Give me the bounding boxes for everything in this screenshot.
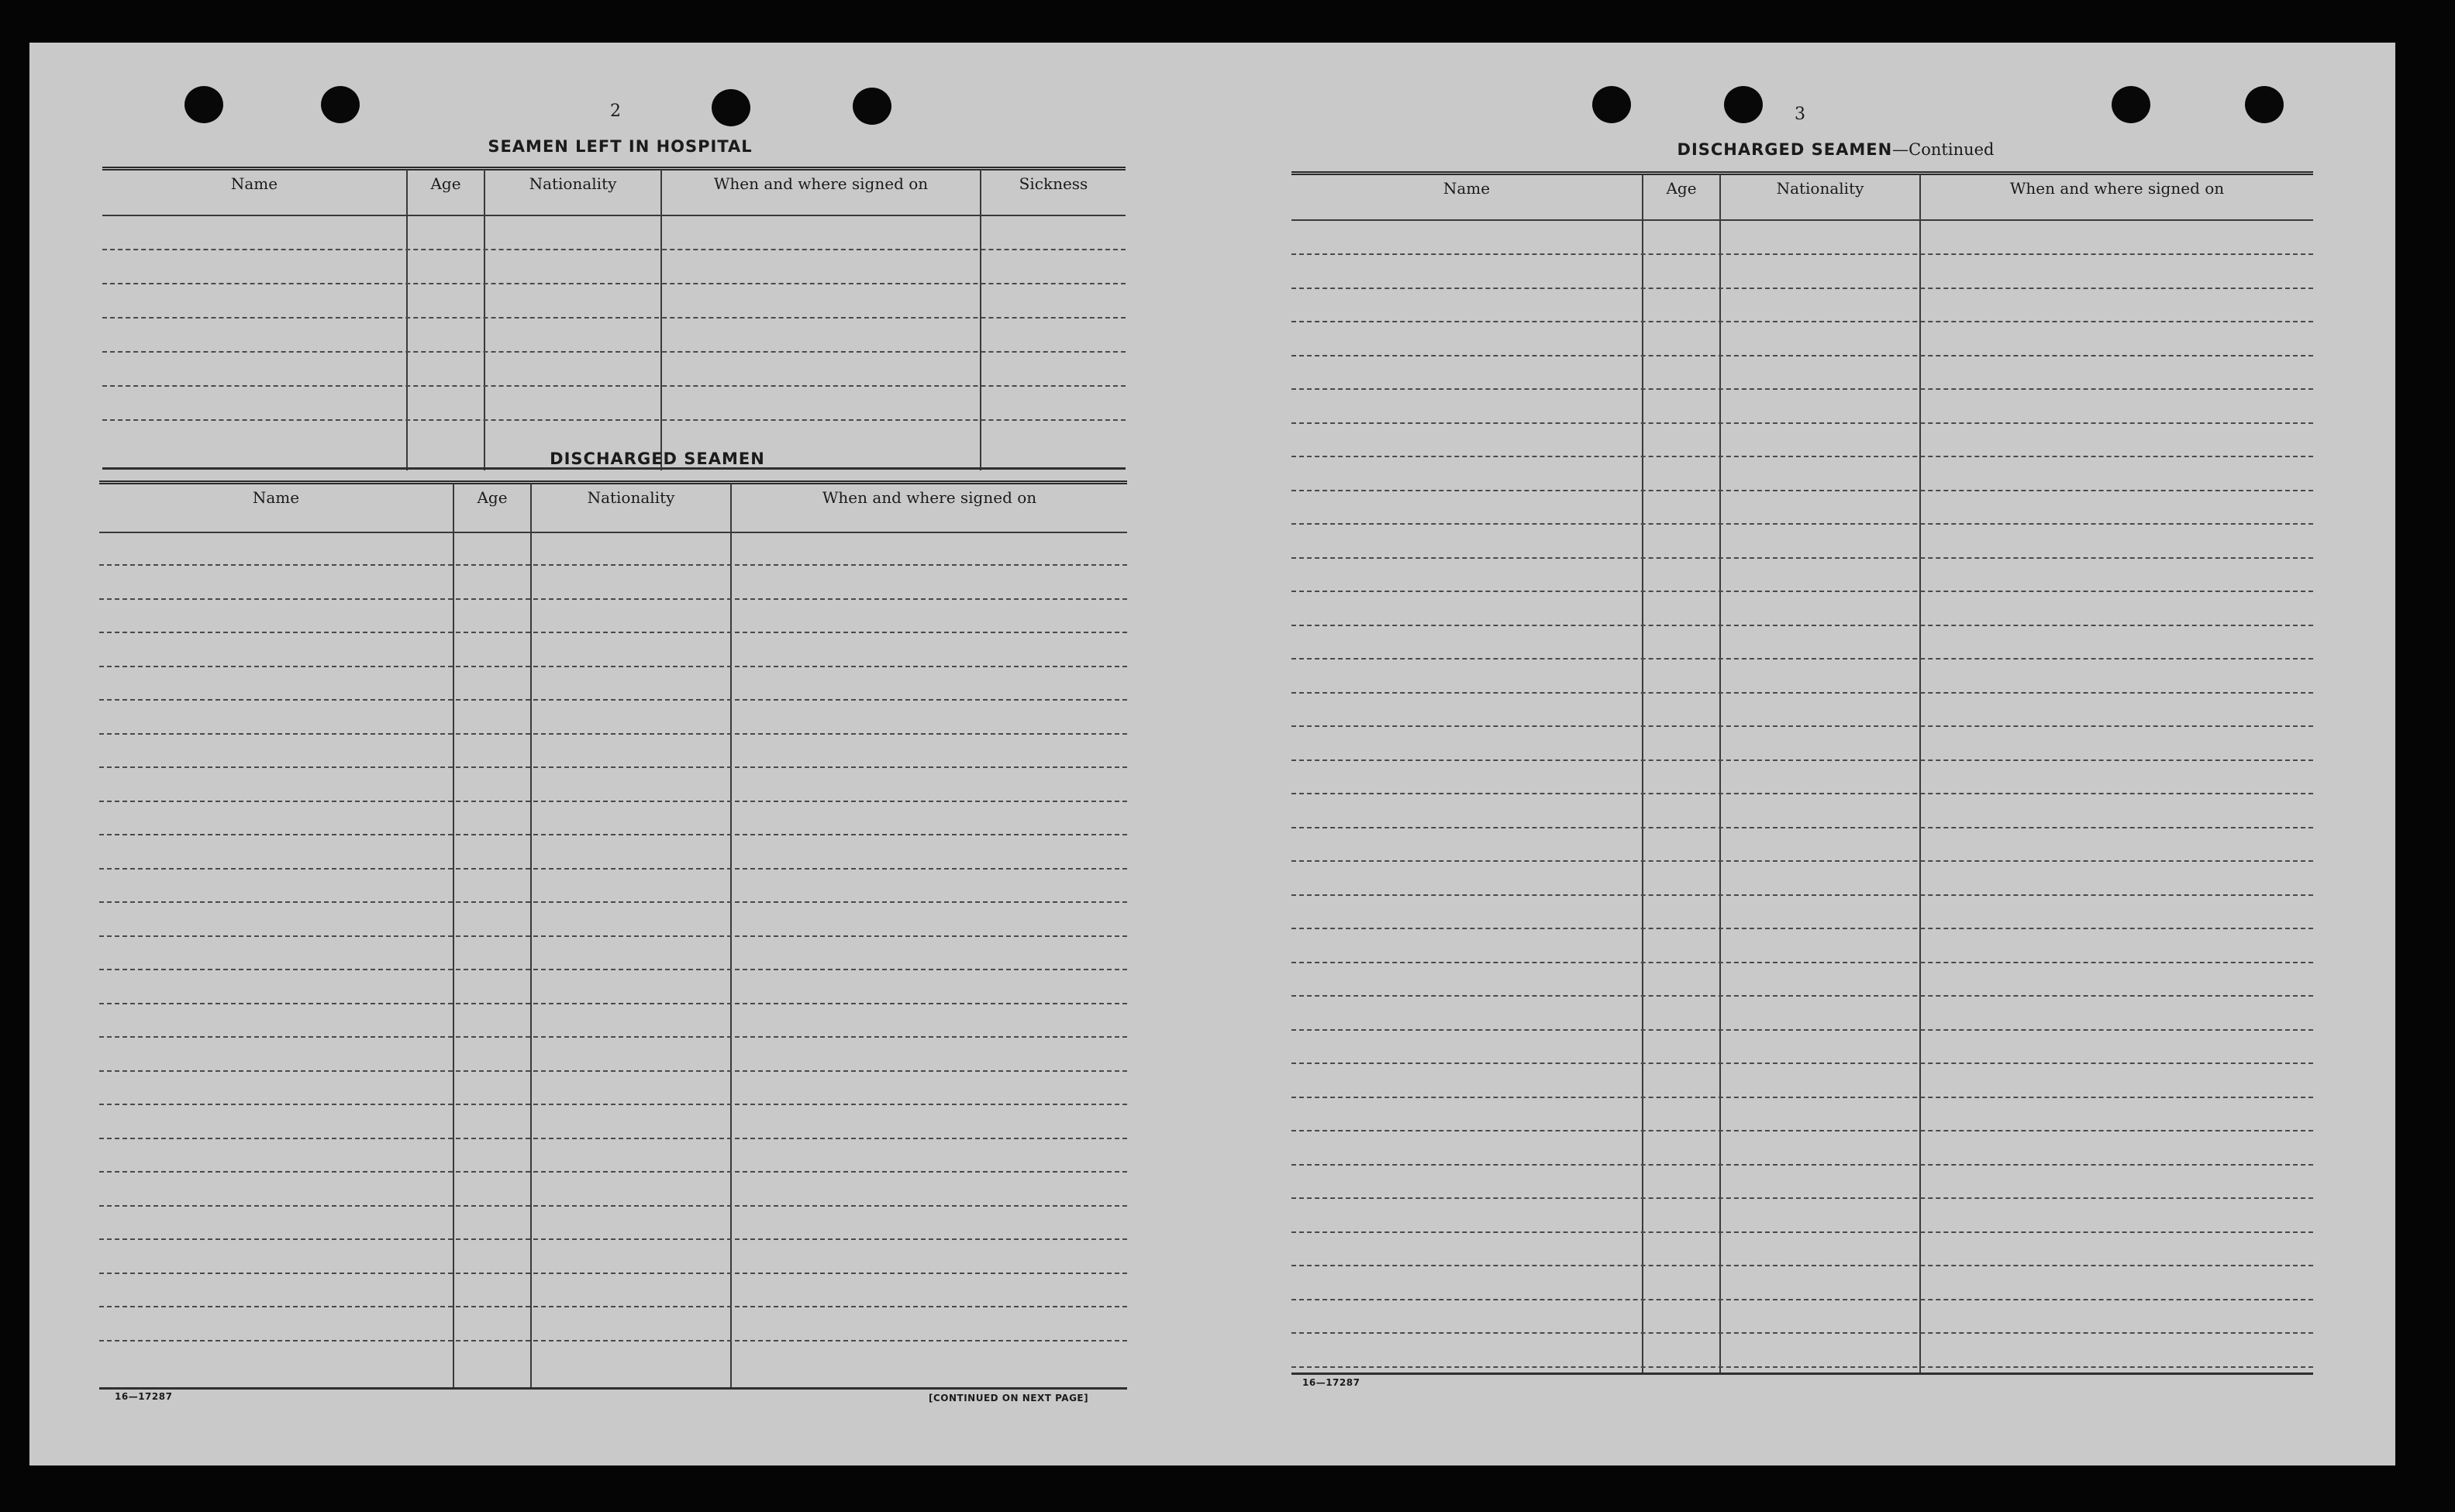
blank-row-line (1291, 321, 2313, 322)
blank-row-line (1291, 1231, 2313, 1233)
column-divider (980, 170, 981, 470)
discharged-table-left (99, 480, 1127, 1387)
hospital-table (102, 167, 1126, 470)
column-header-age: Age (477, 488, 508, 507)
blank-row-line (1291, 658, 2313, 660)
blank-row-line (1291, 793, 2313, 794)
blank-row-line (1291, 1164, 2313, 1166)
column-header-sickness: Sickness (1019, 174, 1088, 193)
blank-row-line (99, 801, 1127, 802)
blank-row-line (99, 1205, 1127, 1207)
discharged-table-right (1291, 171, 2313, 1373)
table-top-rule (102, 167, 1126, 170)
blank-row-line (99, 632, 1127, 633)
column-header-name: Name (230, 174, 278, 193)
record-sheet (29, 43, 2395, 1466)
form-number-right: 16—17287 (1302, 1377, 1360, 1388)
blank-row-line (99, 935, 1127, 937)
column-header-nationality: Nationality (587, 488, 675, 507)
blank-row-line (99, 901, 1127, 903)
blank-row-line (1291, 1366, 2313, 1368)
blank-row-line (102, 317, 1126, 319)
blank-row-line (1291, 253, 2313, 255)
table-top-rule (99, 480, 1127, 484)
punch-hole (2112, 86, 2150, 123)
punch-hole (712, 89, 750, 126)
blank-row-line (99, 834, 1127, 835)
blank-row-line (102, 249, 1126, 250)
blank-row-line (99, 1171, 1127, 1173)
blank-row-line (1291, 625, 2313, 626)
blank-row-line (1291, 591, 2313, 592)
column-header-signed-on: When and where signed on (2009, 179, 2225, 198)
column-header-nationality: Nationality (529, 174, 617, 193)
blank-row-line (1291, 860, 2313, 862)
blank-row-line (99, 1070, 1127, 1072)
blank-row-line (102, 351, 1126, 353)
column-header-signed-on: When and where signed on (822, 488, 1037, 507)
hospital-section-title: SEAMEN LEFT IN HOSPITAL (488, 137, 753, 156)
blank-row-line (99, 868, 1127, 870)
punch-hole (1724, 86, 1763, 123)
table-top-rule (1291, 171, 2313, 175)
discharged-section-title: DISCHARGED SEAMEN (550, 449, 765, 468)
column-divider (484, 170, 485, 470)
blank-row-line (99, 1306, 1127, 1307)
column-header-name: Name (252, 488, 300, 507)
blank-row-line (1291, 1332, 2313, 1334)
page-number-right: 3 (1795, 105, 1805, 124)
discharged-continued-suffix: —Continued (1892, 140, 1995, 159)
blank-row-line (99, 666, 1127, 667)
blank-row-line (1291, 422, 2313, 424)
blank-row-line (99, 699, 1127, 701)
blank-row-line (99, 969, 1127, 970)
column-header-nationality: Nationality (1776, 179, 1864, 198)
blank-row-line (1291, 725, 2313, 727)
blank-row-line (1291, 894, 2313, 896)
punch-hole (2245, 86, 2284, 123)
table-bottom-rule (99, 1387, 1127, 1390)
discharged-continued-title (1526, 140, 2146, 159)
blank-row-line (102, 419, 1126, 421)
blank-row-line (99, 733, 1127, 735)
blank-row-line (1291, 928, 2313, 929)
blank-row-line (1291, 490, 2313, 491)
punch-hole (1592, 86, 1631, 123)
column-divider (406, 170, 408, 470)
column-header-signed-on: When and where signed on (713, 174, 929, 193)
blank-row-line (1291, 692, 2313, 694)
punch-hole (321, 86, 360, 123)
blank-row-line (1291, 388, 2313, 390)
blank-row-line (102, 385, 1126, 387)
punch-hole (184, 86, 223, 123)
blank-row-line (99, 1138, 1127, 1139)
blank-row-line (1291, 1097, 2313, 1098)
form-number-left: 16—17287 (115, 1391, 173, 1402)
blank-row-line (99, 1273, 1127, 1274)
blank-row-line (99, 1238, 1127, 1240)
blank-row-line (99, 1340, 1127, 1342)
blank-row-line (1291, 1197, 2313, 1199)
blank-row-line (1291, 962, 2313, 963)
blank-row-line (1291, 288, 2313, 289)
blank-row-line (99, 1036, 1127, 1038)
page-number-left: 2 (610, 102, 621, 121)
header-rule (102, 215, 1126, 216)
blank-row-line (99, 766, 1127, 768)
blank-row-line (1291, 759, 2313, 761)
blank-row-line (1291, 1063, 2313, 1064)
blank-row-line (99, 1104, 1127, 1105)
continued-note: [CONTINUED ON NEXT PAGE] (929, 1393, 1089, 1404)
blank-row-line (102, 283, 1126, 284)
blank-row-line (1291, 827, 2313, 828)
blank-row-line (1291, 1029, 2313, 1031)
blank-row-line (1291, 557, 2313, 559)
blank-row-line (1291, 1265, 2313, 1266)
column-divider (660, 170, 662, 470)
blank-row-line (1291, 523, 2313, 525)
discharged-continued-title-main: DISCHARGED SEAMEN (1677, 140, 1893, 159)
blank-row-line (1291, 1130, 2313, 1131)
blank-row-line (1291, 995, 2313, 997)
column-header-age: Age (1666, 179, 1697, 198)
table-bottom-rule (1291, 1373, 2313, 1375)
blank-row-line (99, 564, 1127, 566)
header-rule (1291, 219, 2313, 221)
header-rule (99, 532, 1127, 533)
punch-hole (853, 88, 891, 125)
column-header-name: Name (1443, 179, 1491, 198)
blank-row-line (99, 598, 1127, 600)
blank-row-line (1291, 355, 2313, 356)
blank-row-line (99, 1003, 1127, 1004)
blank-row-line (1291, 456, 2313, 457)
column-header-age: Age (430, 174, 461, 193)
blank-row-line (1291, 1299, 2313, 1300)
